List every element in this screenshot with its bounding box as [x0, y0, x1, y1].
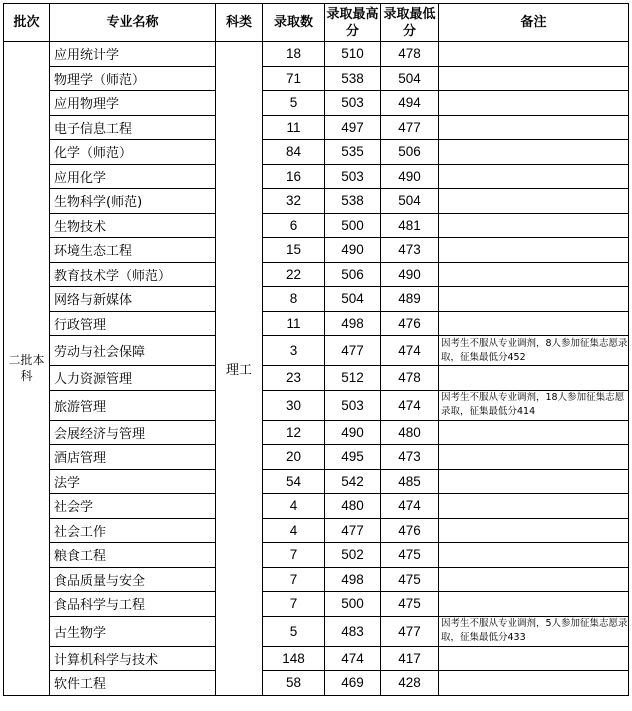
max-score: 474: [325, 646, 381, 671]
category-cell: 理工: [216, 42, 263, 696]
admitted-count: 8: [263, 287, 325, 312]
remark: [439, 140, 629, 165]
admission-table: [3, 3, 629, 696]
major-name: 劳动与社会保障: [50, 336, 216, 366]
table-row: [4, 543, 629, 568]
table-row: [4, 494, 629, 519]
max-score: 490: [325, 238, 381, 263]
max-score: 502: [325, 543, 381, 568]
major-name: 社会工作: [50, 518, 216, 543]
admitted-count: 23: [263, 366, 325, 391]
remark: [439, 543, 629, 568]
admitted-count: 54: [263, 469, 325, 494]
max-score: 477: [325, 518, 381, 543]
min-score: 475: [381, 567, 439, 592]
remark: 因考生不服从专业调剂，5人参加征集志愿录取，征集最低分433: [439, 616, 629, 646]
table-row: [4, 469, 629, 494]
min-score: 490: [381, 262, 439, 287]
table-row: [4, 518, 629, 543]
table-row: [4, 420, 629, 445]
min-score: 475: [381, 592, 439, 617]
table-row: [4, 311, 629, 336]
remark: [439, 420, 629, 445]
min-score: 476: [381, 518, 439, 543]
admitted-count: 7: [263, 592, 325, 617]
min-score: 474: [381, 336, 439, 366]
min-score: 477: [381, 115, 439, 140]
min-score: 476: [381, 311, 439, 336]
major-name: 网络与新媒体: [50, 287, 216, 312]
admitted-count: 7: [263, 567, 325, 592]
max-score: 498: [325, 567, 381, 592]
major-name: 应用化学: [50, 164, 216, 189]
table-row: [4, 616, 629, 646]
header-remarks: 备注: [439, 4, 629, 42]
table-row: [4, 287, 629, 312]
table-row: [4, 66, 629, 91]
major-name: 社会学: [50, 494, 216, 519]
max-score: 480: [325, 494, 381, 519]
remark: [439, 592, 629, 617]
remark: [439, 646, 629, 671]
major-name: 计算机科学与技术: [50, 646, 216, 671]
remark: [439, 445, 629, 470]
admitted-count: 5: [263, 91, 325, 116]
major-name: 粮食工程: [50, 543, 216, 568]
max-score: 498: [325, 311, 381, 336]
min-score: 481: [381, 213, 439, 238]
header-admitted: 录取数: [263, 4, 325, 42]
header-category: 科类: [216, 4, 263, 42]
max-score: 506: [325, 262, 381, 287]
admitted-count: 71: [263, 66, 325, 91]
major-name: 行政管理: [50, 311, 216, 336]
min-score: 477: [381, 616, 439, 646]
max-score: 495: [325, 445, 381, 470]
header-min-score: 录取最低分: [381, 4, 439, 42]
remark: [439, 567, 629, 592]
remark: [439, 262, 629, 287]
min-score: 480: [381, 420, 439, 445]
major-name: 电子信息工程: [50, 115, 216, 140]
major-name: 生物技术: [50, 213, 216, 238]
max-score: 500: [325, 592, 381, 617]
admitted-count: 5: [263, 616, 325, 646]
min-score: 417: [381, 646, 439, 671]
table-row: [4, 390, 629, 420]
min-score: 473: [381, 238, 439, 263]
remark: [439, 91, 629, 116]
admitted-count: 11: [263, 311, 325, 336]
remark: [439, 494, 629, 519]
major-name: 物理学（师范）: [50, 66, 216, 91]
major-name: 法学: [50, 469, 216, 494]
table-row: [4, 91, 629, 116]
max-score: 535: [325, 140, 381, 165]
major-name: 教育技术学（师范）: [50, 262, 216, 287]
max-score: 503: [325, 91, 381, 116]
remark: [439, 42, 629, 67]
table-row: [4, 366, 629, 391]
admitted-count: 6: [263, 213, 325, 238]
table-row: [4, 189, 629, 214]
max-score: 538: [325, 66, 381, 91]
min-score: 474: [381, 494, 439, 519]
header-max-score: 录取最高分: [325, 4, 381, 42]
max-score: 469: [325, 671, 381, 696]
remark: [439, 311, 629, 336]
table-row: [4, 115, 629, 140]
table-row: [4, 213, 629, 238]
major-name: 会展经济与管理: [50, 420, 216, 445]
major-name: 应用物理学: [50, 91, 216, 116]
admitted-count: 32: [263, 189, 325, 214]
major-name: 古生物学: [50, 616, 216, 646]
major-name: 环境生态工程: [50, 238, 216, 263]
remark: 因考生不服从专业调剂，18人参加征集志愿录取，征集最低分414: [439, 390, 629, 420]
min-score: 506: [381, 140, 439, 165]
min-score: 478: [381, 42, 439, 67]
remark: [439, 238, 629, 263]
table-row: [4, 262, 629, 287]
max-score: 490: [325, 420, 381, 445]
admitted-count: 18: [263, 42, 325, 67]
major-name: 应用统计学: [50, 42, 216, 67]
major-name: 食品质量与安全: [50, 567, 216, 592]
remark: [439, 518, 629, 543]
table-row: [4, 445, 629, 470]
min-score: 428: [381, 671, 439, 696]
max-score: 483: [325, 616, 381, 646]
table-row: [4, 671, 629, 696]
major-name: 软件工程: [50, 671, 216, 696]
remark: [439, 287, 629, 312]
remark: [439, 189, 629, 214]
min-score: 475: [381, 543, 439, 568]
remark: [439, 213, 629, 238]
max-score: 510: [325, 42, 381, 67]
remark: 因考生不服从专业调剂，8人参加征集志愿录取，征集最低分452: [439, 336, 629, 366]
major-name: 人力资源管理: [50, 366, 216, 391]
admitted-count: 15: [263, 238, 325, 263]
batch-cell: 二批本科: [4, 42, 50, 696]
major-name: 旅游管理: [50, 390, 216, 420]
max-score: 542: [325, 469, 381, 494]
remark: [439, 469, 629, 494]
table-row: [4, 42, 629, 67]
admitted-count: 12: [263, 420, 325, 445]
min-score: 494: [381, 91, 439, 116]
admitted-count: 4: [263, 518, 325, 543]
header-major: 专业名称: [50, 4, 216, 42]
remark: [439, 115, 629, 140]
max-score: 504: [325, 287, 381, 312]
table-row: [4, 336, 629, 366]
table-body: [4, 42, 629, 696]
admitted-count: 16: [263, 164, 325, 189]
remark: [439, 366, 629, 391]
table-row: [4, 164, 629, 189]
min-score: 473: [381, 445, 439, 470]
min-score: 474: [381, 390, 439, 420]
max-score: 503: [325, 390, 381, 420]
admitted-count: 11: [263, 115, 325, 140]
admitted-count: 84: [263, 140, 325, 165]
admitted-count: 30: [263, 390, 325, 420]
remark: [439, 66, 629, 91]
remark: [439, 164, 629, 189]
major-name: 食品科学与工程: [50, 592, 216, 617]
admitted-count: 58: [263, 671, 325, 696]
table-row: [4, 592, 629, 617]
table-row: [4, 238, 629, 263]
remark: [439, 671, 629, 696]
min-score: 504: [381, 189, 439, 214]
min-score: 489: [381, 287, 439, 312]
major-name: 生物科学(师范): [50, 189, 216, 214]
admitted-count: 4: [263, 494, 325, 519]
admitted-count: 22: [263, 262, 325, 287]
max-score: 500: [325, 213, 381, 238]
max-score: 497: [325, 115, 381, 140]
table-row: [4, 140, 629, 165]
min-score: 478: [381, 366, 439, 391]
max-score: 477: [325, 336, 381, 366]
max-score: 503: [325, 164, 381, 189]
max-score: 512: [325, 366, 381, 391]
min-score: 490: [381, 164, 439, 189]
table-row: [4, 646, 629, 671]
admitted-count: 7: [263, 543, 325, 568]
admitted-count: 148: [263, 646, 325, 671]
major-name: 酒店管理: [50, 445, 216, 470]
table-row: [4, 567, 629, 592]
min-score: 485: [381, 469, 439, 494]
major-name: 化学（师范）: [50, 140, 216, 165]
admitted-count: 3: [263, 336, 325, 366]
admitted-count: 20: [263, 445, 325, 470]
max-score: 538: [325, 189, 381, 214]
min-score: 504: [381, 66, 439, 91]
header-batch: 批次: [4, 4, 50, 42]
